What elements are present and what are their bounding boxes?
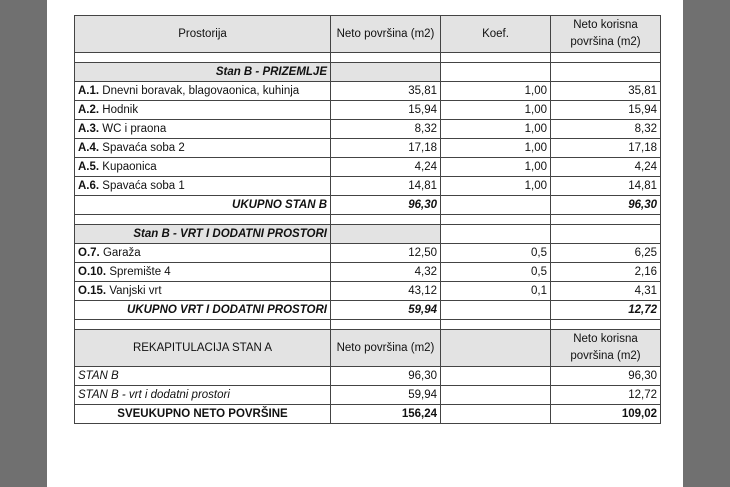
table-row [75, 101, 661, 120]
useful-area: 35,81 [551, 82, 661, 101]
recap-useful-area: 12,72 [551, 386, 661, 405]
coef: 0,1 [441, 282, 551, 301]
total-label: UKUPNO STAN B [75, 196, 331, 215]
section-title-row [75, 225, 661, 244]
net-area: 15,94 [331, 101, 441, 120]
net-area: 17,18 [331, 139, 441, 158]
total-net-area: 59,94 [331, 301, 441, 320]
total-useful-area: 12,72 [551, 301, 661, 320]
recap-header-useful-area: Neto korisna površina (m2) [551, 330, 661, 367]
useful-area: 2,16 [551, 263, 661, 282]
room-code: O.7. [78, 247, 100, 259]
coef: 1,00 [441, 139, 551, 158]
total-net-area: 96,30 [331, 196, 441, 215]
net-area: 8,32 [331, 120, 441, 139]
area-table [74, 15, 661, 424]
total-row [75, 301, 661, 320]
room-code: A.5. [78, 161, 100, 173]
coef: 1,00 [441, 82, 551, 101]
recap-name: STAN B - vrt i dodatni prostori [75, 386, 331, 405]
grand-total-row [75, 405, 661, 424]
useful-area: 14,81 [551, 177, 661, 196]
total-useful-area: 96,30 [551, 196, 661, 215]
room-code: A.3. [78, 123, 100, 135]
table-row [75, 177, 661, 196]
room-name: WC i praona [102, 123, 167, 135]
room-name: Dnevni boravak, blagovaonica, kuhinja [102, 85, 300, 97]
recap-title: REKAPITULACIJA STAN A [75, 330, 331, 367]
room-name: Kupaonica [102, 161, 157, 173]
net-area: 14,81 [331, 177, 441, 196]
room-name: Hodnik [102, 104, 139, 116]
recap-name: STAN B [75, 367, 331, 386]
coef: 1,00 [441, 177, 551, 196]
section-title: Stan B - PRIZEMLJE [75, 63, 331, 82]
useful-area: 15,94 [551, 101, 661, 120]
useful-area: 17,18 [551, 139, 661, 158]
room-code: O.10. [78, 266, 107, 278]
spacer-row [75, 53, 661, 63]
header-room: Prostorija [75, 16, 331, 53]
room-code: A.6. [78, 180, 100, 192]
table-row [75, 244, 661, 263]
grand-total-label: SVEUKUPNO NETO POVRŠINE [75, 405, 331, 424]
room-name: Spavaća soba 1 [102, 180, 185, 192]
header-useful-area: Neto korisna površina (m2) [551, 16, 661, 53]
total-label: UKUPNO VRT I DODATNI PROSTORI [75, 301, 331, 320]
net-area: 4,24 [331, 158, 441, 177]
net-area: 4,32 [331, 263, 441, 282]
coef: 1,00 [441, 120, 551, 139]
net-area: 35,81 [331, 82, 441, 101]
recap-useful-area: 96,30 [551, 367, 661, 386]
table-row [75, 263, 661, 282]
section-title-row [75, 63, 661, 82]
room-name: Spavaća soba 2 [102, 142, 185, 154]
useful-area: 4,31 [551, 282, 661, 301]
room-name: Vanjski vrt [109, 285, 162, 297]
spacer-row [75, 320, 661, 330]
header-row [75, 16, 661, 53]
net-area: 43,12 [331, 282, 441, 301]
useful-area: 8,32 [551, 120, 661, 139]
coef: 1,00 [441, 101, 551, 120]
recap-header-row [75, 330, 661, 367]
recap-header-net-area: Neto površina (m2) [331, 330, 441, 367]
recap-row [75, 386, 661, 405]
grand-total-net-area: 156,24 [331, 405, 441, 424]
recap-net-area: 96,30 [331, 367, 441, 386]
header-net-area: Neto površina (m2) [331, 16, 441, 53]
coef: 0,5 [441, 244, 551, 263]
table-row [75, 139, 661, 158]
room-name: Spremište 4 [109, 266, 171, 278]
section-title: Stan B - VRT I DODATNI PROSTORI [75, 225, 331, 244]
coef: 0,5 [441, 263, 551, 282]
room-code: O.15. [78, 285, 107, 297]
coef: 1,00 [441, 158, 551, 177]
table-row [75, 158, 661, 177]
spacer-row [75, 215, 661, 225]
grand-total-useful-area: 109,02 [551, 405, 661, 424]
table-row [75, 82, 661, 101]
net-area: 12,50 [331, 244, 441, 263]
recap-row [75, 367, 661, 386]
room-name: Garaža [102, 247, 141, 259]
header-coef: Koef. [441, 16, 551, 53]
total-row [75, 196, 661, 215]
room-code: A.1. [78, 85, 100, 97]
useful-area: 4,24 [551, 158, 661, 177]
room-code: A.2. [78, 104, 100, 116]
useful-area: 6,25 [551, 244, 661, 263]
recap-net-area: 59,94 [331, 386, 441, 405]
table-row [75, 120, 661, 139]
room-code: A.4. [78, 142, 100, 154]
table-row [75, 282, 661, 301]
